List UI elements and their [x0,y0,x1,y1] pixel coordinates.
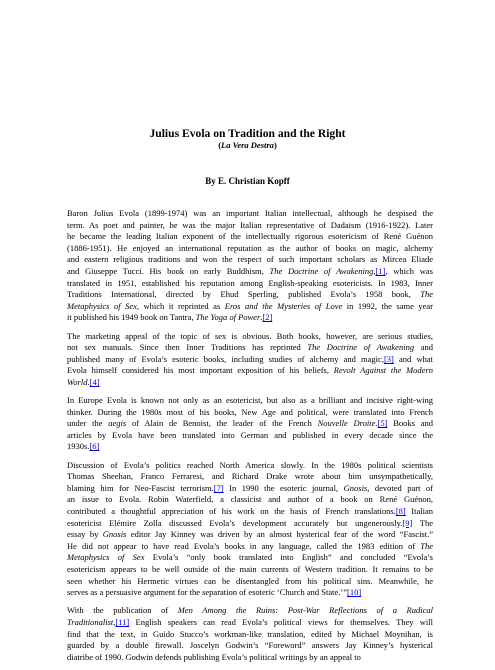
article-body [67,208,433,670]
footnote-link-9[interactable]: [9] [402,517,413,528]
footnote-link-11[interactable]: [11] [115,616,130,627]
text-line: Traditionalist,[11] English speakers can read Evola’s political views for themselves. They will [67,616,433,627]
text-line: Metaphysics of Sex, which it reprinted as Eros and the Mysteries of Love in 1992, the same year [67,300,433,311]
journal-title: Nouvelle Droite [317,418,376,429]
text-line: World.[4] [67,376,100,387]
text-line: it published his 1949 book on Tantra, The Yoga of Power.[2] [67,312,273,323]
text-line: term. As poet and painter, he was the major Italian representative of Dadaism (1916-1922). Later [67,219,433,230]
text-line: and eastern religious traditions and won the respect of such important scholars as Mircea Eliade [67,254,433,265]
paragraph-4 [67,460,433,599]
text-line: blaming him for Neo-Fascist terrorism.[7] In 1990 the esoteric journal, Gnosis, devoted part of [67,482,433,493]
text-line: diatribe of 1990. Godwin defends publishing Evola’s political writings by an appeal to [67,651,361,662]
paragraph-1 [67,208,433,324]
text-line: With the publication of Men Among the Ruins: Post-War Reflections of a Radical [67,605,433,616]
book-title: The Yoga of Power [195,312,261,323]
text-line: articles by Evola have been translated into German and published in every decade since the [67,429,433,440]
paragraph-5 [67,605,433,663]
text-line: In Europe Evola is known not only as an esotericist, but also as a brilliant and incisive right-wing [67,395,433,406]
document-subtitle [0,140,495,151]
text-line: (1886-1951). He enjoyed an international reputation as the author of books on magic, alchemy [67,242,433,253]
text-line: published many of Evola’s esoteric books, including studies of alchemy and magic,[3] and what [67,353,433,364]
text-line: Metaphysics of Sex Evola’s “only book translated into English” and concluded “Evola’s [67,552,433,563]
footnote-link-8[interactable]: [8] [395,506,406,517]
book-title: Metaphysics of Sex [67,552,145,563]
text-line: He did not appear to have read Evola’s books in any language, called the 1983 edition of The [67,540,433,551]
byline: By E. Christian Kopff [205,176,290,186]
text-line: guarded by a double firewall. Joscelyn Godwin’s “Foreword” answers Jay Kinney’s hysterical [67,640,433,651]
text-line: not sex manuals. Since then Inner Traditions has reprinted The Doctrine of Awakening and [67,342,433,353]
text-line: esotericism appears to be well outside of the main currents of Western tradition. It remains to be [67,564,433,574]
paragraph-2 [67,331,433,389]
book-title: Traditionalist [67,616,114,627]
paragraph-3 [67,395,433,453]
document-title: Julius Evola on Tradition and the Right [149,127,346,140]
footnote-link-7[interactable]: [7] [213,482,224,493]
text-line: contributed a thoughtful appreciation of his work on the basis of French translations.[8] Italian [67,506,433,517]
book-title: Metaphysics of Sex [67,300,137,311]
footnote-link-4[interactable]: [4] [89,376,100,387]
footnote-link-5[interactable]: [5] [377,418,388,429]
text-line: find that the text, in Guido Stucco’s workman-like translation, edited by Michael Moynihan, is [67,628,433,639]
footnote-link-2[interactable]: [2] [262,312,273,323]
book-title: Revolt Against the Modern [333,365,434,376]
subtitle-close-paren: ) [273,140,277,150]
text-line: Thomas Sheehan, Franco Ferraresi, and Richard Drake wrote about him unsympathetically, [67,471,433,482]
text-line: and Giuseppe Tucci. His book on early Buddhism, The Doctrine of Awakening,[1], which was [67,265,433,276]
text-line: under the aegis of Alain de Benoist, the leader of the French Nouvelle Droite.[5] Books and [67,418,433,429]
footnote-link-10[interactable]: [10] [347,587,362,598]
book-title: World [67,376,88,387]
text-line: Discussion of Evola’s politics reached North America slowly. In the 1980s political scientists [67,459,433,470]
footnote-link-1[interactable]: [1] [375,265,386,276]
book-title: The Doctrine of Awakening [269,265,374,276]
text-line: essay by Gnosis editor Jay Kinney was driven by an almost hysterical fear of the word “Fascist.” [67,529,433,540]
text-line: Traditions International, directed by Ehud Sperling, published Evola’s 1958 book, The [67,289,433,300]
book-title: Eros and the Mysteries of Love [224,300,343,311]
text-line: Baron Julius Evola (1899-1974) was an important Italian intellectual, although he despised the [67,208,433,218]
book-title: Men Among the Ruins: Post-War Reflections of a Radical [177,605,433,616]
journal-title: Gnosis [102,529,127,540]
text-line: The marketing appeal of the topic of sex is obvious. Both books, however, are serious studies, [67,330,433,341]
book-title: The Doctrine of Awakening [307,342,415,353]
text-line: esotericist Elémire Zolla discussed Evola’s development accurately but ungenerously.[9] The [67,517,433,528]
subtitle-text: La Vera Destra [221,140,274,150]
text-line: seen whether his Hermetic virtues can be disentangled from his political sins. Meanwhile, he [67,575,433,586]
text-line: serves as a persuasive argument for the separation of esoteric ‘Church and State.’”[10] [67,587,362,598]
text-line: translated in 1951, established his reputation among English-speaking esotericists. In 1983, Inner [67,277,433,288]
footnote-link-6[interactable]: [6] [89,441,100,452]
text-line: 1930s.[6] [67,441,100,452]
book-title: The [420,540,433,551]
book-title: The [420,289,433,300]
subtitle-open-paren: ( [218,140,222,150]
text-line: Evola himself considered his most important exposition of his beliefs, Revolt Against the Modern [67,365,434,376]
journal-title: Gnosis [343,482,368,493]
text-line: an issue to Evola. Robin Waterfield, a classicist and author of a book on René Guénon, [67,494,433,505]
text-line: he became the leading Italian exponent of the intellectually rigorous esotericism of René Guénon [67,231,433,242]
footnote-link-3[interactable]: [3] [383,353,394,364]
text-line: thinker. During the 1980s most of his books, New Age and political, were translated into French [67,406,433,417]
